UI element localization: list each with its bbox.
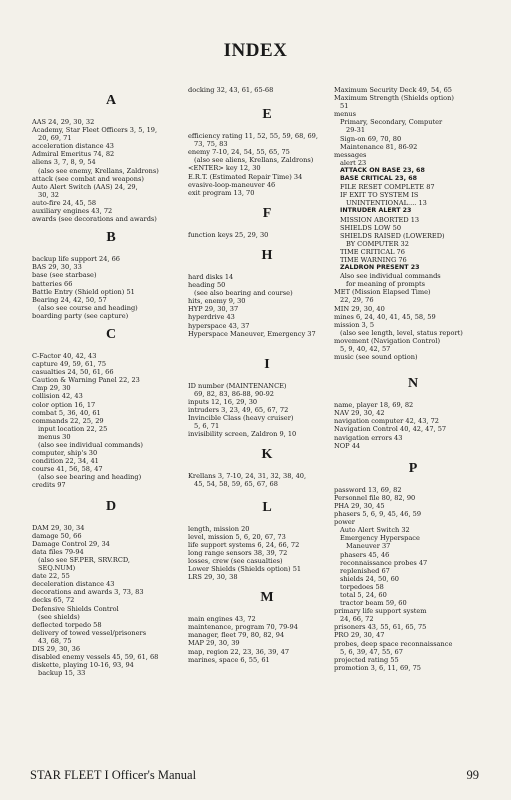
index-entry: 5, 6, 71 bbox=[194, 422, 220, 431]
section-letter: B bbox=[106, 230, 116, 246]
index-entry: 69, 82, 83, 86-88, 90-92 bbox=[194, 389, 274, 398]
index-entry: Battle Entry (Shield option) 51 bbox=[32, 287, 135, 296]
page-number: 99 bbox=[466, 768, 479, 782]
index-entry: MET (Mission Elapsed Time) bbox=[334, 288, 431, 297]
index-entry: phasers 5, 6, 9, 45, 46, 59 bbox=[334, 510, 422, 519]
index-entry: probes, deep space reconnaissance bbox=[334, 639, 453, 648]
index-entry: ATTACK ON BASE 23, 68 bbox=[340, 166, 425, 174]
index-entry: menus bbox=[334, 110, 357, 119]
index-entry: 29-31 bbox=[346, 126, 366, 135]
index-entry: enemy 7-10, 24, 54, 55, 65, 75 bbox=[188, 148, 290, 157]
index-entry: condition 22, 34, 41 bbox=[32, 457, 99, 466]
index-entry: 22, 29, 76 bbox=[340, 296, 374, 305]
index-section bbox=[32, 326, 190, 490]
index-entry: efficiency rating 11, 52, 55, 59, 68, 69, bbox=[188, 132, 318, 141]
index-entry: computer, ship's 30 bbox=[32, 449, 98, 458]
index-entry: data files 79-94 bbox=[32, 547, 84, 556]
index-entry: mines 6, 24, 40, 41, 45, 58, 59 bbox=[334, 312, 436, 321]
index-entry: TIME WARNING 76 bbox=[340, 255, 407, 264]
index-entry: combat 5, 36, 40, 61 bbox=[32, 408, 101, 417]
index-entry: prisoners 43, 55, 61, 65, 75 bbox=[334, 623, 427, 632]
index-entry: color option 16, 17 bbox=[32, 400, 96, 409]
index-entry: IF EXIT TO SYSTEM IS bbox=[340, 191, 419, 200]
section-letter: L bbox=[262, 499, 272, 515]
index-entry: 24, 66, 72 bbox=[340, 615, 374, 624]
index-entry: length, mission 20 bbox=[188, 524, 250, 533]
index-entry: alert 23 bbox=[340, 158, 367, 167]
index-entry: life support systems 6, 24, 66, 72 bbox=[188, 540, 300, 549]
index-section bbox=[188, 106, 346, 197]
index-section bbox=[188, 589, 346, 664]
index-entry: backup 15, 33 bbox=[38, 669, 86, 678]
index-entry: main engines 43, 72 bbox=[188, 615, 256, 624]
index-entry: SEQ.NUM) bbox=[38, 564, 76, 573]
index-entry: for meaning of prompts bbox=[346, 280, 426, 289]
index-entry: acceleration distance 43 bbox=[32, 142, 115, 151]
index-entry: Maximum Security Deck 49, 54, 65 bbox=[334, 86, 452, 94]
index-entry: 45, 54, 58, 59, 65, 67, 68 bbox=[194, 480, 278, 489]
index-entry: navigation errors 43 bbox=[334, 433, 403, 442]
index-entry: 20, 69, 71 bbox=[38, 134, 72, 143]
index-entry: Primary, Secondary, Computer bbox=[340, 118, 443, 127]
index-entry: level, mission 5, 6, 20, 67, 73 bbox=[188, 532, 286, 541]
index-entry: decorations and awards 3, 73, 83 bbox=[32, 588, 144, 597]
index-entry: batteries 66 bbox=[32, 279, 73, 288]
index-entry: function keys 25, 29, 30 bbox=[188, 230, 269, 239]
section-letter: A bbox=[105, 93, 117, 108]
index-entry: Personnel file 80, 82, 90 bbox=[334, 493, 416, 502]
index-entry: (also see course and heading) bbox=[38, 303, 138, 312]
index-entry: Bearing 24, 42, 50, 57 bbox=[32, 295, 107, 304]
index-entry: Academy, Star Fleet Officers 3, 5, 19, bbox=[32, 126, 158, 135]
index-entry: auxiliary engines 43, 72 bbox=[32, 207, 113, 216]
index-section bbox=[32, 498, 190, 678]
index-entry: name, player 18, 69, 82 bbox=[334, 401, 414, 410]
index-entry: aliens 3, 7, 8, 9, 54 bbox=[32, 158, 96, 167]
index-entry: Damage Control 29, 34 bbox=[32, 539, 110, 548]
index-entry: collision 42, 43 bbox=[32, 392, 83, 401]
index-entry: messages bbox=[334, 150, 367, 159]
index-entry: projected rating 55 bbox=[334, 655, 399, 664]
index-entry: awards (see decorations and awards) bbox=[32, 215, 157, 224]
index-entry: Maintenance 81, 86-92 bbox=[340, 142, 418, 151]
index-entry: TIME CRITICAL 76 bbox=[340, 247, 405, 256]
index-entry: MAP 29, 30, 39 bbox=[188, 639, 240, 648]
index-entry: movement (Navigation Control) bbox=[334, 336, 441, 345]
index-entry: Maximum Strength (Shields option) bbox=[334, 94, 454, 103]
index-entry: inputs 12, 16, 29, 30 bbox=[188, 397, 258, 406]
index-entry: navigation computer 42, 43, 72 bbox=[334, 417, 439, 426]
index-entry: 43, 68, 75 bbox=[38, 636, 72, 645]
index-entry: Maneuver 37 bbox=[346, 542, 391, 551]
index-entry: deflected torpedo 58 bbox=[32, 620, 102, 629]
index-section bbox=[334, 460, 492, 672]
index-entry: ID number (MAINTENANCE) bbox=[188, 381, 287, 390]
index-entry: damage 50, 66 bbox=[32, 531, 82, 540]
index-entry: total 5, 24, 60 bbox=[340, 590, 387, 599]
index-entry: manager, fleet 79, 80, 82, 94 bbox=[188, 631, 285, 640]
index-entry: boarding party (see capture) bbox=[32, 311, 129, 320]
index-entry: music (see sound option) bbox=[334, 353, 418, 362]
index-entry: shields 24, 50, 60 bbox=[340, 574, 400, 583]
index-entry: losses, crew (see casualties) bbox=[188, 556, 283, 565]
index-section bbox=[32, 229, 190, 320]
index-entry: HYP 29, 30, 37 bbox=[188, 305, 239, 314]
index-entry: menus 30 bbox=[38, 432, 71, 441]
index-entry: (also see length, level, status report) bbox=[340, 328, 463, 337]
index-entry: Caution & Warning Panel 22, 23 bbox=[32, 376, 140, 385]
index-entry: password 13, 69, 82 bbox=[334, 485, 402, 494]
index-entry: MIN 29, 30, 40 bbox=[334, 304, 385, 313]
index-entry: commands 22, 25, 29 bbox=[32, 416, 104, 425]
section-letter: M bbox=[260, 590, 274, 606]
index-entry: credits 97 bbox=[32, 481, 66, 490]
index-entry: delivery of towed vessel/prisoners bbox=[32, 628, 147, 637]
index-entry: Cmp 29, 30 bbox=[32, 384, 71, 393]
section-letter: K bbox=[261, 447, 273, 463]
index-entry: hyperspace 43, 37 bbox=[188, 321, 250, 330]
index-entry: primary life support system bbox=[334, 607, 427, 616]
index-entry: promotion 3, 6, 11, 69, 75 bbox=[334, 663, 421, 672]
section-letter: D bbox=[105, 498, 117, 514]
index-entry: course 41, 56, 58, 47 bbox=[32, 465, 103, 474]
index-entry: 73, 75, 83 bbox=[194, 140, 228, 149]
index-entry: Defensive Shields Control bbox=[32, 604, 119, 613]
index-entry: maintenance, program 70, 79-94 bbox=[188, 623, 298, 632]
section-letter: E bbox=[262, 107, 272, 123]
index-entry: capture 49, 59, 61, 75 bbox=[32, 360, 107, 369]
index-entry: reconnaissance probes 47 bbox=[340, 558, 428, 567]
index-entry: E.R.T. (Estimated Repair Time) 34 bbox=[188, 172, 303, 181]
index-entry: marines, space 6, 55, 61 bbox=[188, 655, 270, 664]
index-entry: (also see bearing and heading) bbox=[38, 473, 142, 482]
index-entry: Emergency Hyperspace bbox=[340, 534, 420, 543]
index-entry: disabled enemy vessels 45, 59, 61, 68 bbox=[32, 653, 159, 662]
index-entry: 30, 32 bbox=[38, 190, 59, 199]
index-entry: phasers 45, 46 bbox=[340, 550, 390, 559]
index-entry: Sign-on 69, 70, 80 bbox=[340, 134, 402, 143]
index-entry: 5, 6, 39, 47, 55, 67 bbox=[340, 647, 403, 656]
section-letter: F bbox=[262, 205, 272, 221]
index-entry: long range sensors 38, 39, 72 bbox=[188, 548, 288, 557]
index-section bbox=[188, 86, 346, 94]
index-entry: (also see SF.PER, SRV.RCD, bbox=[38, 555, 131, 564]
index-entry: replenished 67 bbox=[340, 566, 390, 575]
index-entry: Lower Shields (Shields option) 51 bbox=[188, 565, 302, 573]
index-entry: attack (see combat and weapons) bbox=[32, 174, 144, 183]
index-column-2 bbox=[188, 86, 346, 664]
index-entry: 5, 9, 40, 42, 57 bbox=[340, 345, 391, 353]
index-entry: hyperdrive 43 bbox=[188, 313, 235, 322]
index-column-3 bbox=[334, 86, 492, 672]
index-entry: BASE CRITICAL 23, 68 bbox=[340, 175, 417, 183]
index-entry: DAM 29, 30, 34 bbox=[32, 523, 85, 532]
index-entry: (also see enemy, Krellans, Zaldrons) bbox=[38, 166, 159, 175]
index-entry: Admiral Emeritus 74, 82 bbox=[32, 150, 115, 159]
index-section bbox=[188, 356, 346, 439]
index-entry: PRO 29, 30, 47 bbox=[334, 631, 385, 640]
index-entry: exit program 13, 70 bbox=[188, 188, 255, 197]
section-letter: N bbox=[407, 376, 419, 392]
index-section bbox=[188, 446, 346, 488]
index-entry: SHIELDS LOW 50 bbox=[340, 223, 402, 232]
index-entry: SHIELDS RAISED (LOWERED) bbox=[340, 231, 445, 240]
index-entry: casualties 24, 50, 61, 66 bbox=[32, 368, 114, 377]
index-entry: hard disks 14 bbox=[188, 272, 234, 281]
index-entry: (see also bearing and course) bbox=[194, 289, 293, 298]
index-entry: hits, enemy 9, 30 bbox=[188, 297, 246, 306]
section-letter: P bbox=[408, 460, 418, 476]
index-entry: (see shields) bbox=[38, 612, 80, 621]
index-entry: invisibility screen, Zaldron 9, 10 bbox=[188, 430, 297, 439]
index-entry: base (see starbase) bbox=[32, 271, 97, 280]
index-section bbox=[334, 375, 492, 450]
section-letter: C bbox=[105, 326, 117, 342]
section-letter: I bbox=[264, 356, 270, 372]
index-entry: power bbox=[334, 518, 355, 527]
index-entry: ZALDRON PRESENT 23 bbox=[340, 264, 420, 272]
footer-manual-title: STAR FLEET I Officer's Manual bbox=[30, 768, 197, 782]
section-letter: H bbox=[261, 247, 273, 263]
index-entry: docking 32, 43, 61, 65-68 bbox=[188, 86, 274, 94]
index-entry: Navigation Control 40, 42, 47, 57 bbox=[334, 425, 447, 434]
index-section bbox=[32, 92, 190, 223]
index-entry: C-Factor 40, 42, 43 bbox=[32, 351, 97, 360]
index-entry: FILE RESET COMPLETE 87 bbox=[340, 183, 435, 192]
index-entry: tractor beam 59, 60 bbox=[340, 599, 407, 608]
index-entry: mission 3, 5 bbox=[334, 320, 375, 329]
index-section bbox=[334, 86, 492, 361]
index-entry: BAS 29, 30, 33 bbox=[32, 263, 82, 272]
index-entry: Auto Alert Switch (AAS) 24, 29, bbox=[32, 182, 138, 191]
index-entry: Also see individual commands bbox=[340, 272, 441, 281]
index-entry: NAV 29, 30, 42 bbox=[334, 409, 385, 418]
index-entry: Krellans 3, 7-10, 24, 31, 32, 38, 40, bbox=[188, 472, 307, 481]
index-entry: input location 22, 25 bbox=[38, 424, 108, 433]
index-entry: Auto Alert Switch 32 bbox=[340, 526, 410, 535]
index-entry: 51 bbox=[340, 102, 349, 111]
index-entry: torpedoes 58 bbox=[340, 582, 384, 591]
index-entry: BY COMPUTER 32 bbox=[346, 239, 409, 248]
index-entry: auto-fire 24, 45, 58 bbox=[32, 198, 97, 207]
index-entry: map, region 22, 23, 36, 39, 47 bbox=[188, 647, 290, 656]
index-entry: PHA 29, 30, 45 bbox=[334, 501, 385, 510]
index-entry: DIS 29, 30, 36 bbox=[32, 644, 81, 653]
index-entry: (also see individual commands) bbox=[38, 441, 143, 449]
index-entry: MISSION ABORTED 13 bbox=[340, 215, 420, 224]
index-entry: <ENTER> key 12, 30 bbox=[188, 164, 261, 173]
index-column-1 bbox=[32, 86, 190, 677]
index-entry: Hyperspace Maneuver, Emergency 37 bbox=[188, 329, 316, 338]
index-section bbox=[188, 205, 346, 239]
index-entry: UNINTENTIONAL.... 13 bbox=[346, 199, 427, 208]
index-entry: date 22, 55 bbox=[32, 572, 70, 581]
index-entry: LRS 29, 30, 38 bbox=[188, 573, 238, 582]
index-entry: Invincible Class (heavy cruiser) bbox=[188, 414, 294, 423]
index-section bbox=[188, 247, 346, 338]
index-entry: backup life support 24, 66 bbox=[32, 255, 120, 264]
index-entry: (also see aliens, Krellans, Zaldrons) bbox=[194, 156, 314, 165]
index-entry: NOP 44 bbox=[334, 441, 361, 450]
index-entry: evasive-loop-maneuver 46 bbox=[188, 180, 276, 189]
page-title: INDEX bbox=[223, 40, 288, 61]
index-entry: heading 50 bbox=[188, 281, 226, 290]
index-entry: decks 65, 72 bbox=[32, 596, 75, 605]
index-entry: INTRUDER ALERT 23 bbox=[340, 207, 412, 215]
index-section bbox=[188, 499, 346, 582]
index-entry: deceleration distance 43 bbox=[32, 580, 115, 589]
index-entry: intruders 3, 23, 49, 65, 67, 72 bbox=[188, 405, 289, 414]
index-entry: AAS 24, 29, 30, 32 bbox=[32, 118, 95, 126]
index-entry: diskette, playing 10-16, 93, 94 bbox=[32, 661, 134, 670]
